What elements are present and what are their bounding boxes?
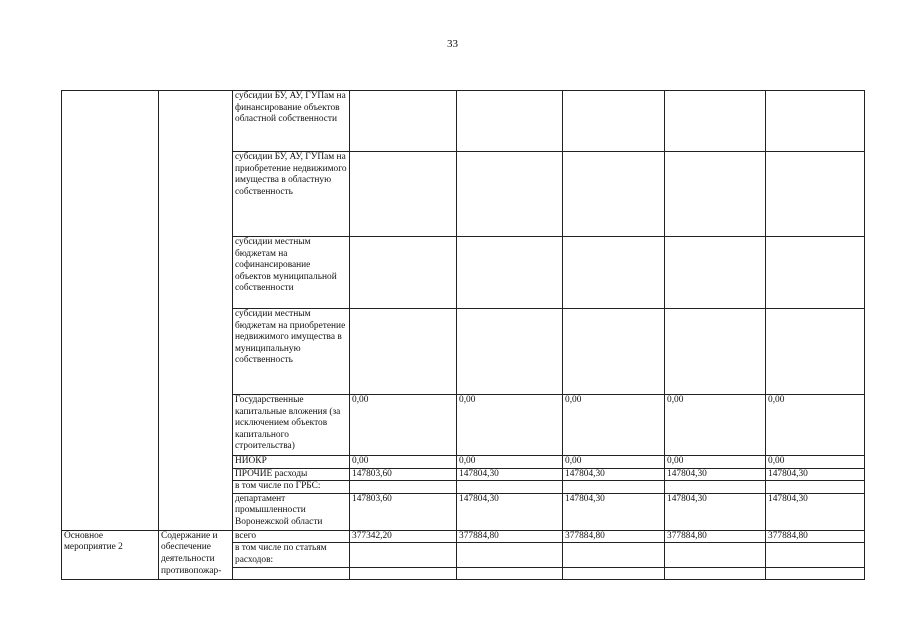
value-cell: 0,00 bbox=[665, 456, 766, 469]
expense-label: в том числе по статьям расходов: bbox=[233, 543, 350, 567]
table-row bbox=[62, 530, 865, 543]
value-cell bbox=[457, 309, 563, 395]
value-cell bbox=[350, 481, 457, 494]
expense-label-empty bbox=[233, 567, 350, 579]
value-cell: 0,00 bbox=[766, 395, 865, 456]
value-cell: 0,00 bbox=[350, 456, 457, 469]
value-cell: 0,00 bbox=[563, 456, 665, 469]
value-cell bbox=[665, 309, 766, 395]
value-cell: 377342,20 bbox=[350, 530, 457, 543]
value-cell: 0,00 bbox=[457, 456, 563, 469]
value-cell bbox=[665, 152, 766, 237]
value-cell bbox=[350, 309, 457, 395]
value-cell bbox=[766, 543, 865, 567]
budget-table bbox=[61, 90, 865, 580]
page-number: 33 bbox=[447, 38, 458, 50]
value-cell: 147804,30 bbox=[563, 493, 665, 530]
event-name-cell: Содержание и обеспечение деятельности противопожар- bbox=[159, 530, 233, 579]
value-cell: 147804,30 bbox=[766, 493, 865, 530]
value-cell bbox=[457, 152, 563, 237]
value-cell: 147804,30 bbox=[665, 493, 766, 530]
expense-label: Государственные капитальные вложения (за исключением объектов капитального строительства) bbox=[233, 395, 350, 456]
expense-label: субсидии БУ, АУ, ГУПам на приобретение недвижимого имущества в областную собственность bbox=[233, 152, 350, 237]
value-cell-empty bbox=[457, 567, 563, 579]
value-cell: 377884,80 bbox=[766, 530, 865, 543]
value-cell bbox=[350, 91, 457, 152]
value-cell: 147804,30 bbox=[766, 468, 865, 481]
value-cell bbox=[563, 543, 665, 567]
value-cell bbox=[766, 152, 865, 237]
value-cell bbox=[665, 237, 766, 309]
value-cell bbox=[766, 309, 865, 395]
expense-label: департамент промышленности Воронежской области bbox=[233, 493, 350, 530]
value-cell: 377884,80 bbox=[563, 530, 665, 543]
value-cell: 147804,30 bbox=[457, 493, 563, 530]
value-cell-empty bbox=[665, 567, 766, 579]
value-cell bbox=[563, 237, 665, 309]
value-cell bbox=[457, 481, 563, 494]
expense-label: НИОКР bbox=[233, 456, 350, 469]
value-cell: 0,00 bbox=[665, 395, 766, 456]
value-cell bbox=[766, 91, 865, 152]
status-cell-continued bbox=[62, 91, 159, 531]
value-cell bbox=[766, 237, 865, 309]
table-row bbox=[62, 91, 865, 152]
value-cell bbox=[457, 543, 563, 567]
value-cell: 147803,60 bbox=[350, 468, 457, 481]
expense-label: субсидии БУ, АУ, ГУПам на финансирование объектов областной собственности bbox=[233, 91, 350, 152]
expense-label: субсидии местным бюджетам на софинансирование объектов муниципальной собственности bbox=[233, 237, 350, 309]
value-cell: 0,00 bbox=[350, 395, 457, 456]
value-cell: 0,00 bbox=[766, 456, 865, 469]
value-cell-empty bbox=[766, 567, 865, 579]
value-cell: 377884,80 bbox=[457, 530, 563, 543]
value-cell bbox=[563, 152, 665, 237]
name-cell-continued bbox=[159, 91, 233, 531]
value-cell bbox=[457, 237, 563, 309]
expense-label: всего bbox=[233, 530, 350, 543]
value-cell bbox=[563, 309, 665, 395]
value-cell bbox=[350, 237, 457, 309]
value-cell-empty bbox=[350, 567, 457, 579]
expense-label: ПРОЧИЕ расходы bbox=[233, 468, 350, 481]
event-status-cell: Основное мероприятие 2 bbox=[62, 530, 159, 579]
value-cell: 147803,60 bbox=[350, 493, 457, 530]
value-cell: 147804,30 bbox=[563, 468, 665, 481]
value-cell: 0,00 bbox=[457, 395, 563, 456]
value-cell: 0,00 bbox=[563, 395, 665, 456]
value-cell bbox=[665, 91, 766, 152]
expense-label: субсидии местным бюджетам на приобретение недвижимого имущества в муниципальную собственность bbox=[233, 309, 350, 395]
value-cell: 377884,80 bbox=[665, 530, 766, 543]
value-cell bbox=[766, 481, 865, 494]
value-cell bbox=[350, 152, 457, 237]
value-cell bbox=[665, 543, 766, 567]
value-cell bbox=[350, 543, 457, 567]
value-cell: 147804,30 bbox=[457, 468, 563, 481]
value-cell bbox=[563, 91, 665, 152]
expense-label: в том числе по ГРБС: bbox=[233, 481, 350, 494]
value-cell bbox=[457, 91, 563, 152]
value-cell bbox=[665, 481, 766, 494]
value-cell-empty bbox=[563, 567, 665, 579]
value-cell: 147804,30 bbox=[665, 468, 766, 481]
value-cell bbox=[563, 481, 665, 494]
